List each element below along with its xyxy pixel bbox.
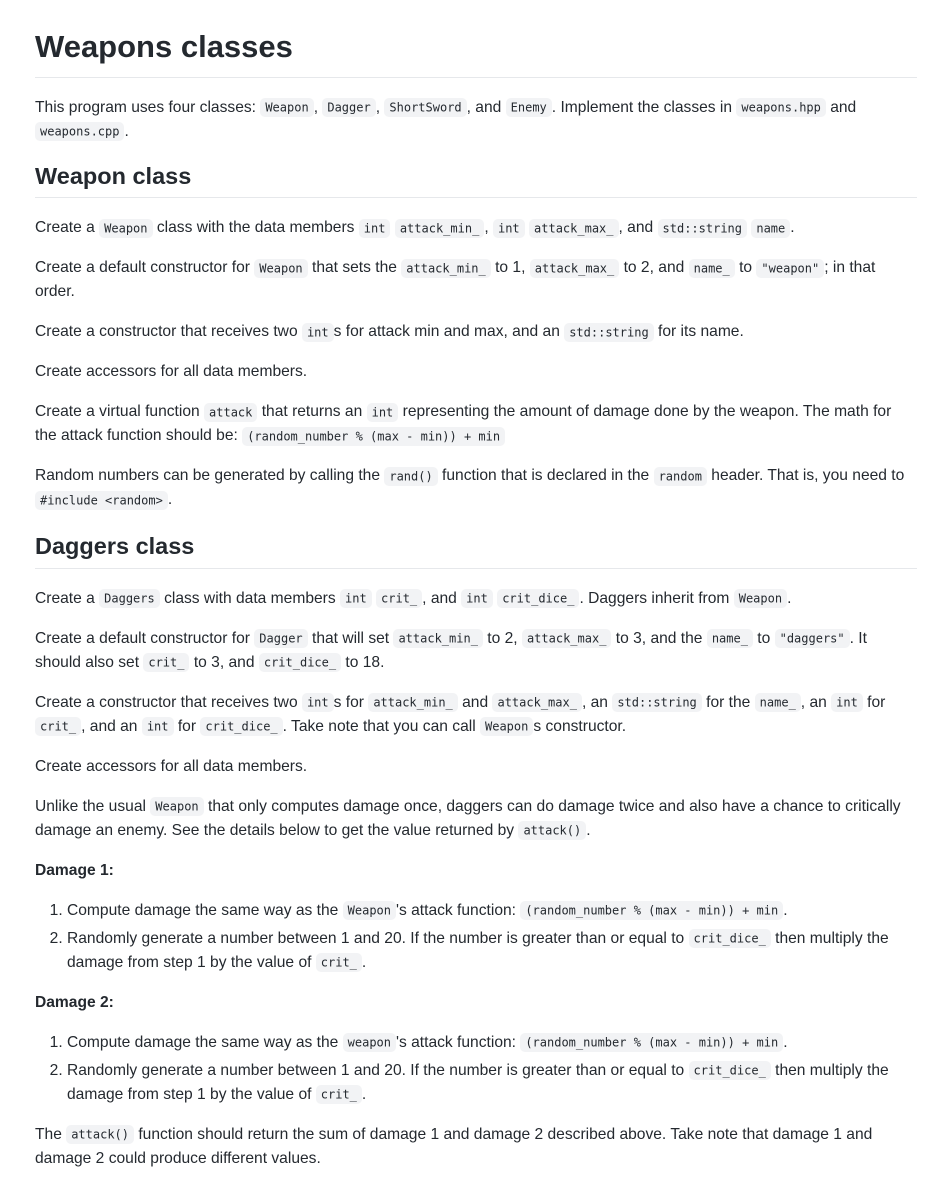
inline-code: attack(): [518, 821, 586, 840]
inline-code: (random_number % (max - min)) + min: [242, 427, 505, 446]
text: and: [457, 693, 493, 711]
text: , an: [800, 693, 832, 711]
inline-code: attack_min_: [393, 629, 482, 648]
text: Unlike the usual: [35, 797, 151, 815]
inline-code: name_: [689, 259, 735, 278]
text: Create a default constructor for: [35, 259, 255, 277]
text: Create a: [35, 589, 100, 607]
text: that will set: [307, 629, 394, 647]
text: ,: [375, 98, 385, 116]
inline-code: name_: [755, 693, 801, 712]
inline-code: int: [302, 693, 334, 712]
text: to 3, and the: [611, 629, 707, 647]
text: function that is declared in the: [437, 467, 654, 485]
inline-code: Enemy: [506, 98, 552, 117]
text: .: [586, 821, 591, 839]
inline-code: attack_max_: [492, 693, 581, 712]
inline-code: Dagger: [322, 98, 375, 117]
inline-code: rand(): [384, 467, 437, 486]
inline-code: int: [461, 589, 493, 608]
inline-code: weapons.cpp: [35, 122, 124, 141]
inline-code: int: [142, 717, 174, 736]
inline-code: Weapon: [343, 901, 396, 920]
text: for: [173, 717, 201, 735]
text: The: [35, 1125, 67, 1143]
text: ,: [313, 98, 323, 116]
inline-code: crit_: [143, 653, 189, 672]
inline-code: Dagger: [254, 629, 307, 648]
text: .: [783, 901, 788, 919]
text: , and: [422, 589, 462, 607]
daggers-attack-paragraph: [35, 795, 917, 843]
inline-code: attack_min_: [368, 693, 457, 712]
weapon-class-heading: Weapon class: [35, 162, 917, 198]
text: Randomly generate a number between 1 and 20. If the number is greater than or equal to: [67, 929, 689, 947]
inline-code: attack: [204, 403, 257, 422]
inline-code: "daggers": [775, 629, 850, 648]
text: .: [124, 122, 129, 140]
inline-code: ShortSword: [384, 98, 466, 117]
text: . Daggers inherit from: [579, 589, 734, 607]
inline-code: crit_: [35, 717, 81, 736]
text: to: [734, 259, 757, 277]
text: ; in that order.: [35, 259, 876, 301]
inline-code: crit_: [376, 589, 422, 608]
inline-code: std::string: [612, 693, 701, 712]
text: , and an: [81, 717, 142, 735]
text: that sets the: [307, 259, 402, 277]
weapon-members-paragraph: [35, 216, 917, 240]
inline-code: int: [493, 219, 525, 238]
inline-code: int: [359, 219, 391, 238]
inline-code: attack(): [66, 1125, 134, 1144]
inline-code: Weapon: [254, 259, 307, 278]
inline-code: int: [302, 323, 334, 342]
daggers-members-paragraph: [35, 587, 917, 611]
text: to 1,: [490, 259, 530, 277]
text: class with data members: [159, 589, 340, 607]
text: Create a constructor that receives two: [35, 693, 302, 711]
inline-code: int: [340, 589, 372, 608]
attack-sum-paragraph: [35, 1123, 917, 1171]
text: header. That is, you need to: [706, 467, 905, 485]
weapon-ctor-paragraph: [35, 320, 917, 344]
text: Compute damage the same way as the: [67, 901, 343, 919]
text: representing the amount of damage done by the weapon. The math for the attack function should be:: [35, 403, 892, 445]
inline-code: (random_number % (max - min)) + min: [520, 901, 783, 920]
inline-code: Weapon: [150, 797, 203, 816]
text: s constructor.: [533, 717, 627, 735]
text: s for: [333, 693, 369, 711]
text: to 18.: [341, 653, 385, 671]
inline-code: weapons.hpp: [736, 98, 825, 117]
text: .: [167, 491, 173, 509]
text: Randomly generate a number between 1 and 20. If the number is greater than or equal to: [67, 1061, 689, 1079]
list-item: [67, 927, 917, 975]
text: then multiply the damage from step 1 by the value of: [67, 1061, 889, 1103]
text: Create a virtual function: [35, 403, 205, 421]
inline-code: #include <random>: [35, 491, 168, 510]
daggers-default-ctor-paragraph: [35, 627, 917, 675]
text: Compute damage the same way as the: [67, 1033, 343, 1051]
text: . Take note that you can call: [282, 717, 480, 735]
inline-code: crit_dice_: [497, 589, 579, 608]
text: , and: [466, 98, 506, 116]
text: for: [862, 693, 886, 711]
daggers-class-heading: Daggers class: [35, 532, 917, 568]
inline-code: weapon: [343, 1033, 396, 1052]
inline-code: int: [831, 693, 863, 712]
text: Create a default constructor for: [35, 629, 255, 647]
inline-code: attack_max_: [529, 219, 618, 238]
text: that only computes damage once, daggers can do damage twice and also have a chance to critically damage an enemy. See the details below to get the value returned by: [35, 797, 901, 839]
inline-code: attack_max_: [522, 629, 611, 648]
inline-code: attack_min_: [401, 259, 490, 278]
text: to 2, and: [619, 259, 689, 277]
text: .: [783, 1033, 788, 1051]
text: This program uses four classes:: [35, 98, 261, 116]
inline-code: attack_max_: [530, 259, 619, 278]
inline-code: Weapon: [260, 98, 313, 117]
weapon-accessors-paragraph: Create accessors for all data members.: [35, 363, 308, 381]
text: Random numbers can be generated by calling the: [35, 467, 385, 485]
inline-code: crit_dice_: [689, 1061, 771, 1080]
text: to 3, and: [189, 653, 259, 671]
page-title: Weapons classes: [35, 26, 917, 78]
damage-1-list: [35, 899, 917, 975]
text: Create a: [35, 219, 100, 237]
inline-code: random: [654, 467, 707, 486]
inline-code: attack_min_: [395, 219, 484, 238]
inline-code: std::string: [658, 219, 747, 238]
damage-1-label: Damage 1:: [35, 861, 114, 879]
damage-2-list: [35, 1031, 917, 1107]
text: ,: [484, 219, 493, 237]
weapon-attack-paragraph: [35, 400, 917, 448]
text: s for attack min and max, and an: [333, 323, 565, 341]
inline-code: Weapon: [480, 717, 533, 736]
inline-code: int: [367, 403, 399, 422]
inline-code: name_: [707, 629, 753, 648]
inline-code: crit_dice_: [200, 717, 282, 736]
text: to 2,: [482, 629, 522, 647]
text: .: [361, 1085, 367, 1103]
inline-code: Weapon: [734, 589, 787, 608]
text: for the: [701, 693, 755, 711]
text: . Implement the classes in: [551, 98, 737, 116]
weapon-random-paragraph: [35, 464, 917, 512]
text: then multiply the damage from step 1 by the value of: [67, 929, 889, 971]
list-item: [67, 899, 917, 923]
inline-code: std::string: [564, 323, 653, 342]
inline-code: Daggers: [99, 589, 160, 608]
text: , an: [581, 693, 613, 711]
inline-code: crit_: [316, 1085, 362, 1104]
list-item: [67, 1031, 917, 1055]
text: to: [752, 629, 775, 647]
inline-code: crit_dice_: [689, 929, 771, 948]
list-item: [67, 1059, 917, 1107]
daggers-accessors-paragraph: Create accessors for all data members.: [35, 757, 308, 775]
text: , and: [618, 219, 658, 237]
text: for its name.: [653, 323, 744, 341]
damage-2-label: Damage 2:: [35, 993, 114, 1011]
text: class with the data members: [152, 219, 359, 237]
text: .: [787, 589, 792, 607]
intro-paragraph: [35, 96, 917, 144]
inline-code: "weapon": [756, 259, 824, 278]
text: function should return the sum of damage 1 and damage 2 described above. Take note that damage 1 and damage 2 could produce different values.: [35, 1125, 873, 1167]
text: that returns an: [257, 403, 367, 421]
text: 's attack function:: [396, 901, 521, 919]
inline-code: Weapon: [99, 219, 152, 238]
text: .: [790, 219, 795, 237]
text: .: [361, 953, 367, 971]
text: and: [825, 98, 857, 116]
inline-code: name: [751, 219, 790, 238]
weapon-default-ctor-paragraph: [35, 256, 917, 304]
daggers-ctor-paragraph: [35, 691, 917, 739]
text: Create a constructor that receives two: [35, 323, 302, 341]
text: . It should also set: [35, 629, 867, 671]
inline-code: crit_: [316, 953, 362, 972]
inline-code: (random_number % (max - min)) + min: [520, 1033, 783, 1052]
text: 's attack function:: [396, 1033, 521, 1051]
inline-code: crit_dice_: [259, 653, 341, 672]
